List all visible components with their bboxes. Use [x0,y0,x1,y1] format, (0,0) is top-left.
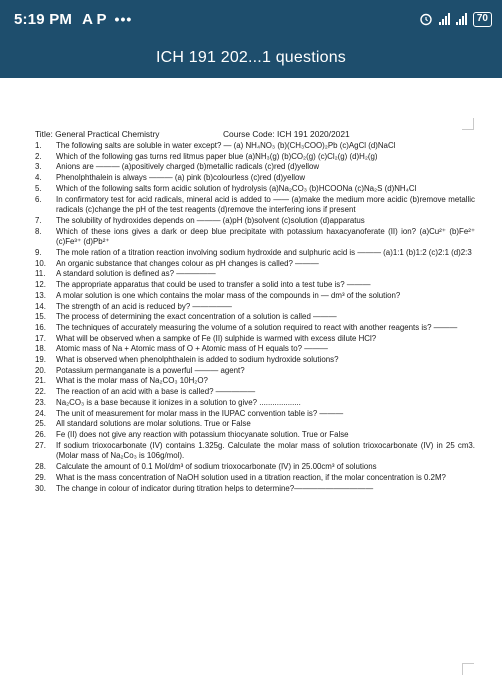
document-header [35,129,475,139]
question-number: 4. [35,173,42,183]
question-item [35,216,475,227]
question-number: 7. [35,215,42,225]
signal-icon-2 [456,13,467,25]
question-text: The techniques of accurately measuring the volume of a solution required to react with another reagents is? ——— [56,322,458,332]
question-item [35,269,475,280]
question-text: Which of the following gas turns red litmus paper blue (a)NH₃(g) (b)CO₂(g) (c)Cl₂(g) (d)H₂(g) [56,151,378,161]
question-text: If sodium trioxocarbonate (IV) contains 1.325g. Calculate the molar mass of solution trioxocarbonate (IV) in 25 cm3. (Molar mass of Na₂Co₃ is 106g/mol). [56,440,475,461]
question-item [35,152,475,163]
question-text: The mole ration of a titration reaction involving sodium hydroxide and sulphuric acid is ——— (a)1:1 (b)1:2 (c)2:1 (d)2:3 [56,248,472,258]
question-number: 22. [35,387,46,397]
question-item [35,376,475,387]
question-number: 25. [35,419,46,429]
question-text: In confirmatory test for acid radicals, mineral acid is added to —— (a)make the medium more acidic (b)remove metallic radicals (c)change the pH of the test reagents (d)remove the interfering ions if present [56,194,475,215]
question-number: 20. [35,365,46,375]
question-number: 1. [35,141,42,150]
question-number: 18. [35,344,46,354]
question-text: The following salts are soluble in water except? — (a) NH₄NO₃ (b)(CH₃COO)₂Pb (c)AgCl (d)NaCl [56,141,396,150]
question-item [35,184,475,195]
exam-title: Title: General Practical Chemistry [35,129,160,139]
status-time: 5:19 PM [14,10,73,28]
question-number: 12. [35,280,46,290]
question-item [35,323,475,334]
question-text: All standard solutions are molar solutions. True or False [56,419,251,429]
question-item [35,484,475,495]
question-item [35,162,475,173]
notification-icons [82,11,132,28]
question-item [35,141,475,152]
question-text: Which of these ions gives a dark or deep blue precipitate with potassium haxacyanoferate (II) ion? (a)Cu²⁺ (b)Fe²⁺ (c)Fe³⁺ (d)Pb²⁺ [56,226,475,247]
question-text: Na₂CO₃ is a base because it ionizes in a solution to give? ................... [56,397,301,407]
document-page[interactable] [0,78,502,683]
battery-icon: 70 [473,12,492,27]
question-number: 9. [35,248,42,258]
question-text: Potassium permanganate is a powerful ——— agent? [56,365,245,375]
question-number: 13. [35,290,46,300]
question-number: 28. [35,462,46,472]
question-number: 2. [35,151,42,161]
question-text: What is the molar mass of Na₂CO₃ 10H₂O? [56,376,208,386]
question-number: 5. [35,183,42,193]
question-number: 3. [35,162,42,172]
question-text: An organic substance that changes colour as pH changes is called? ——— [56,258,319,268]
question-number: 19. [35,355,46,365]
question-text: What will be observed when a sampke of Fe (II) sulphide is warmed with excess dilute HCl? [56,333,377,343]
notification-glyphs: A P [82,10,107,28]
question-item [35,462,475,473]
question-item [35,302,475,313]
question-item [35,355,475,366]
question-number: 17. [35,333,46,343]
question-number: 26. [35,429,46,439]
question-text: Calculate the amount of 0.1 Mol/dm³ of sodium trioxocarbonate (IV) in 25.00cm³ of solutions [56,462,377,472]
question-text: The solubility of hydroxides depends on ——— (a)pH (b)solvent (c)solution (d)apparatus [56,215,365,225]
question-number: 27. [35,440,46,450]
question-list [35,141,475,494]
question-text: The process of determining the exact concentration of a solution is called ——— [56,312,337,322]
system-icons [419,12,492,27]
status-bar [0,0,502,38]
question-number: 6. [35,194,42,204]
question-item [35,419,475,430]
question-text: The appropriate apparatus that could be used to transfer a solid into a test tube is? ——— [56,280,371,290]
question-text: The strength of an acid is reduced by? ————— [56,301,232,311]
more-notifications-icon: ••• [114,11,133,27]
question-item [35,430,475,441]
question-item [35,387,475,398]
question-text: What is observed when phenolphthalein is added to sodium hydroxide solutions? [56,355,339,365]
question-number: 8. [35,226,42,236]
question-item [35,473,475,484]
alarm-icon [419,12,433,26]
question-number: 30. [35,483,46,493]
signal-icon [439,13,450,25]
question-number: 29. [35,472,46,482]
question-item [35,248,475,259]
question-number: 24. [35,408,46,418]
question-text: A standard solution is defined as? ————— [56,269,216,279]
question-text: The change in colour of indicator during titration helps to determine?—————————— [56,483,374,493]
question-text: What is the mass concentration of NaOH solution used in a titration reaction, if the molar concentration is 0.2M? [56,472,446,482]
question-item [35,259,475,270]
course-code: Course Code: ICH 191 2020/2021 [223,129,350,139]
question-item [35,344,475,355]
question-text: Atomic mass of Na + Atomic mass of O + Atomic mass of H equals to? ——— [56,344,328,354]
question-number: 11. [35,269,46,279]
question-item [35,441,475,462]
question-item [35,312,475,323]
question-text: A molar solution is one which contains the molar mass of the compounds in — dm³ of the solution? [56,290,401,300]
page-corner-mark-bottom [462,663,474,675]
question-item [35,334,475,345]
question-text: Phenolphthalein is always ——— (a) pink (b)colourless (c)red (d)yellow [56,173,306,183]
question-number: 10. [35,258,46,268]
question-item [35,366,475,377]
question-number: 16. [35,322,46,332]
question-item [35,409,475,420]
question-number: 23. [35,397,46,407]
question-text: The reaction of an acid with a base is called? ————— [56,387,256,397]
question-number: 14. [35,301,46,311]
question-item [35,280,475,291]
question-item [35,195,475,216]
app-bar [0,38,502,78]
question-text: The unit of measurement for molar mass in the IUPAC convention table is? ——— [56,408,344,418]
question-text: Which of the following salts form acidic solution of hydrolysis (a)Na₂CO₃ (b)HCOONa (c)Na₂S (d)NH₄Cl [56,183,417,193]
question-number: 15. [35,312,46,322]
question-item [35,398,475,409]
document-title: ICH 191 202...1 questions [155,49,346,66]
question-item [35,173,475,184]
question-number: 21. [35,376,46,386]
question-item [35,227,475,248]
question-item [35,291,475,302]
question-text: Fe (II) does not give any reaction with potassium thiocyanate solution. True or False [56,429,349,439]
question-text: Anions are ——— (a)positively charged (b)metallic radicals (c)red (d)yellow [56,162,320,172]
